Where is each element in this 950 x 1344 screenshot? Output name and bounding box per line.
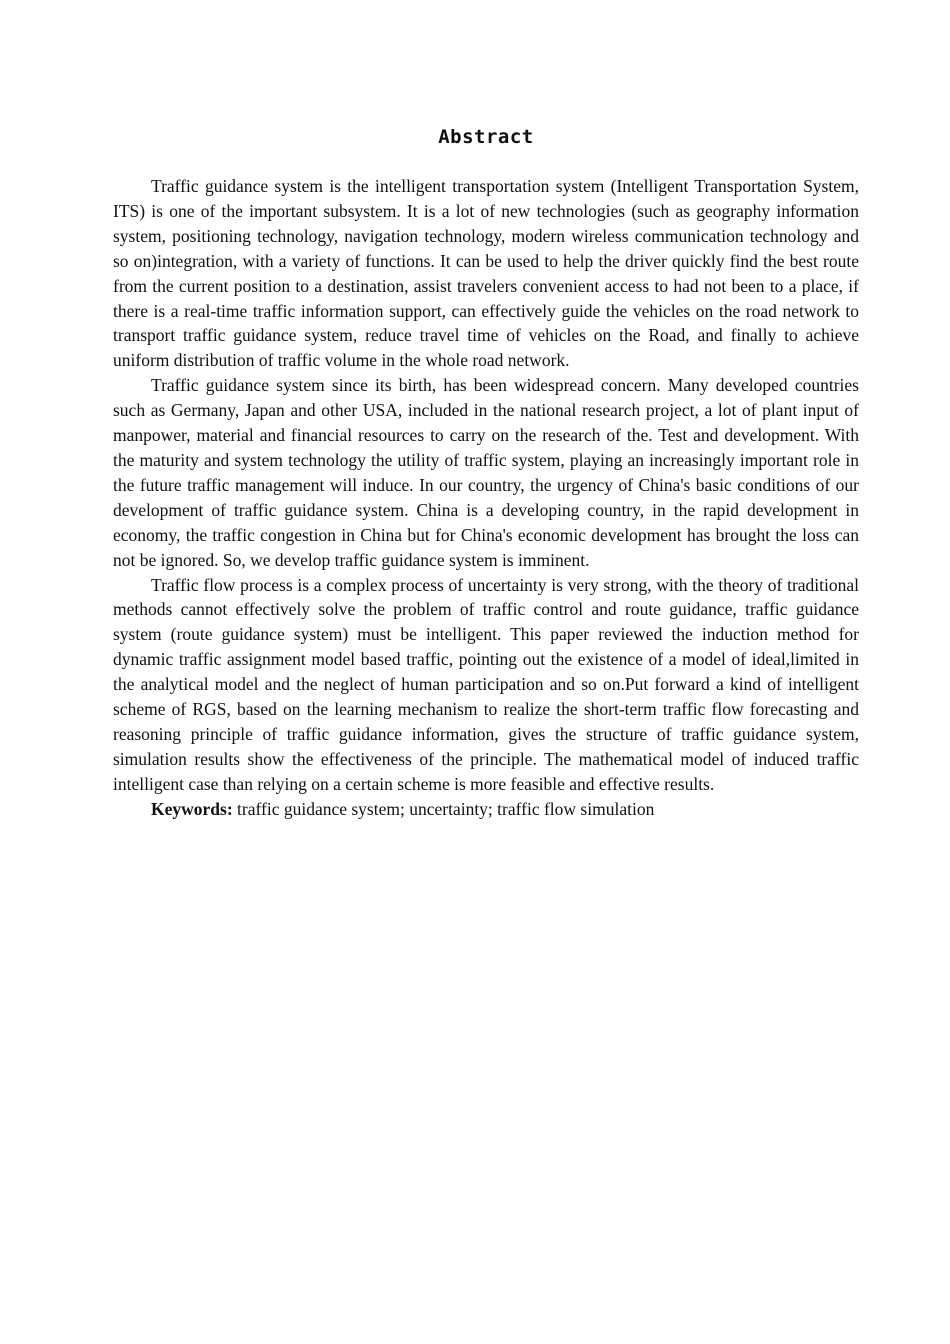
keywords-line [113,797,859,822]
abstract-title: Abstract [438,126,534,148]
keywords-text: traffic guidance system; uncertainty; traffic flow simulation [232,798,655,819]
keywords-label: Keywords: [151,798,233,819]
abstract-body [113,174,859,822]
abstract-paragraph-1: Traffic guidance system is the intelligent transportation system (Intelligent Transportation System, ITS) is one of the important subsystem. It is a lot of new technologies (such as geography information system, positioning technology, navigation technology, modern wireless communication technology and so on)integration, with a variety of functions. It can be used to help the driver quickly find the best route from the current position to a destination, assist travelers convenient access to had not been to a place, if there is a real-time traffic information support, can effectively guide the vehicles on the road network to transport traffic guidance system, reduce travel time of vehicles on the Road, and finally to achieve uniform distribution of traffic volume in the whole road network. [113,176,859,371]
abstract-paragraph-2: Traffic guidance system since its birth, has been widespread concern. Many developed countries such as Germany, Japan and other USA, included in the national research project, a lot of plant input of manpower, material and financial resources to carry on the research of the. Test and development. With the maturity and system technology the utility of traffic system, playing an increasingly important role in the future traffic management will induce. In our country, the urgency of China's basic conditions of our development of traffic guidance system. China is a developing country, in the rapid development in economy, the traffic congestion in China but for China's economic development has brought the loss can not be ignored. So, we develop traffic guidance system is imminent. [113,375,859,570]
abstract-paragraph-3: Traffic flow process is a complex process of uncertainty is very strong, with the theory of traditional methods cannot effectively solve the problem of traffic control and route guidance, traffic guidance system (route guidance system) must be intelligent. This paper reviewed the induction method for dynamic traffic assignment model based traffic, pointing out the existence of a model of ideal,limited in the analytical model and the neglect of human participation and so on.Put forward a kind of intelligent scheme of RGS, based on the learning mechanism to realize the short-term traffic flow forecasting and reasoning principle of traffic guidance information, gives the structure of traffic guidance system, simulation results show the effectiveness of the principle. The mathematical model of induced traffic intelligent case than relying on a certain scheme is more feasible and effective results. [113,574,859,794]
